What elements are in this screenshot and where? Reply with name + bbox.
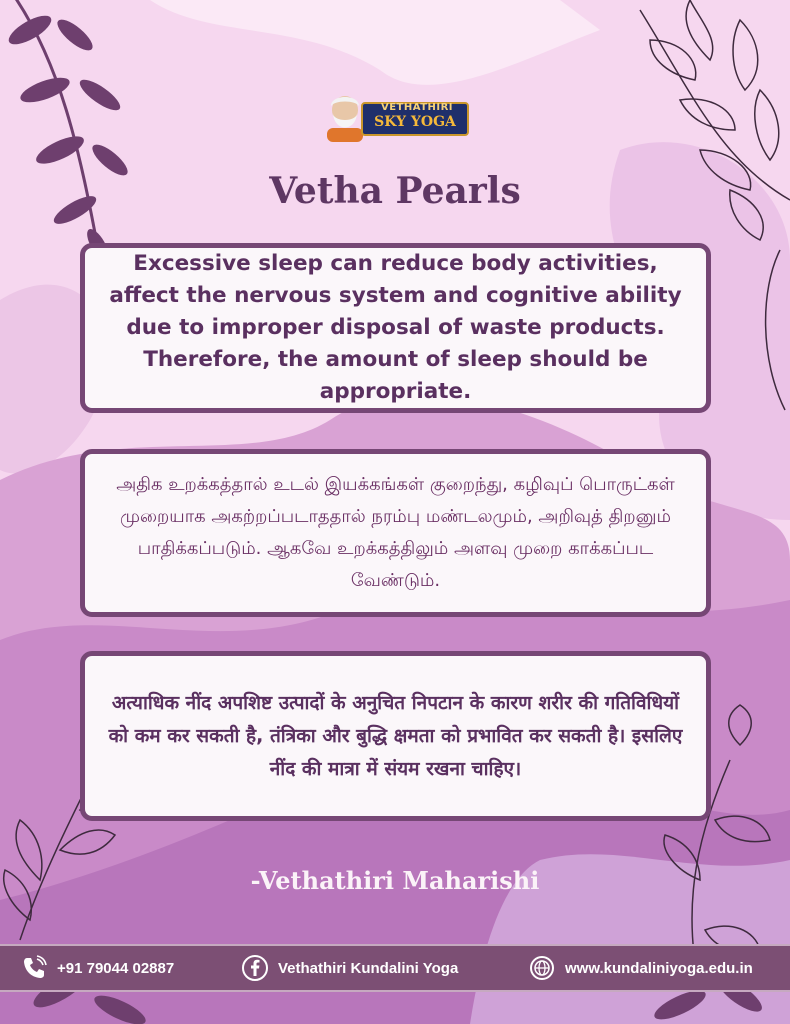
- facebook-page-name: Vethathiri Kundalini Yoga: [278, 959, 459, 977]
- website-link[interactable]: [528, 946, 753, 990]
- brand-logo: [323, 90, 467, 144]
- quote-text-english: Excessive sleep can reduce body activities, affect the nervous system and cognitive ability due to improper disposal of waste products. Therefore, the amount of sleep should be appropriate.: [109, 251, 682, 404]
- quote-card-hindi: [80, 651, 711, 821]
- globe-icon: [528, 954, 556, 982]
- quote-text-hindi: अत्याधिक नींद अपशिष्ट उत्पादों के अनुचित निपटान के कारण शरीर की गतिविधियों को कम कर सकती है, तंत्रिका और बुद्धि क्षमता को प्रभावित कर सकती है। इसलिए नींद की मात्रा में संयम रखना चाहिए।: [108, 691, 683, 780]
- phone-contact[interactable]: [20, 946, 174, 990]
- quote-card-tamil: [80, 449, 711, 617]
- brand-line-2: SKY YOGA: [374, 114, 456, 130]
- brand-line-1: VETHATHIRI: [380, 102, 454, 113]
- facebook-icon: [241, 954, 269, 982]
- guru-portrait-icon: [325, 92, 365, 142]
- author-attribution: -Vethathiri Maharishi: [250, 866, 540, 895]
- contact-footer: [0, 944, 790, 992]
- quote-card-english: [80, 243, 711, 413]
- phone-number: +91 79044 02887: [57, 959, 175, 977]
- page-title: Vetha Pearls: [269, 170, 521, 212]
- phone-icon: [20, 954, 48, 982]
- website-url: www.kundaliniyoga.edu.in: [565, 959, 753, 977]
- facebook-link[interactable]: [241, 946, 458, 990]
- quote-text-tamil: அதிக உறக்கத்தால் உடல் இயக்கங்கள் குறைந்து, கழிவுப் பொருட்கள் முறையாக அகற்றப்படாததால் நரம்பு மண்டலமும், அறிவுத் திறனும் பாதிக்கப்படும். ஆகவே உறக்கத்திலும் அளவு முறை காக்கப்பட வேண்டும்.: [116, 474, 675, 591]
